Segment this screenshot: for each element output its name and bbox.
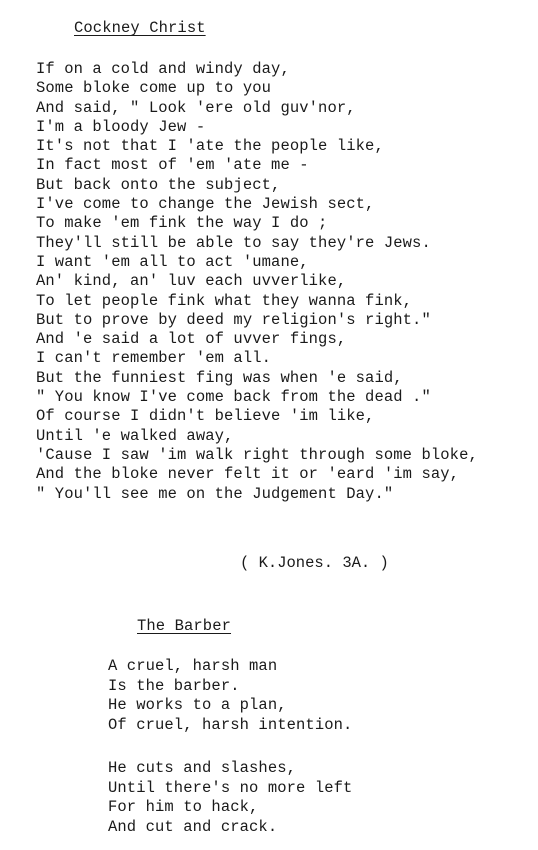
poem-line: 'Cause I saw 'im walk right through some bloke, xyxy=(36,445,478,464)
poem-line: And 'e said a lot of uvver fings, xyxy=(36,330,347,349)
poem-line: Of cruel, harsh intention. xyxy=(108,715,353,734)
poem-line: A cruel, harsh man xyxy=(108,657,278,675)
poem-line: But to prove by deed my religion's right." xyxy=(36,310,431,329)
poem-stanza xyxy=(108,759,352,837)
poem-line: He cuts and slashes, xyxy=(108,759,297,777)
poem-line: To make 'em fink the way I do ; xyxy=(36,214,328,233)
poem-line: But back onto the subject, xyxy=(36,175,281,194)
poem-line: For him to hack, xyxy=(108,798,259,816)
poem-line: They'll still be able to say they're Jews. xyxy=(36,233,431,252)
poem-line: It's not that I 'ate the people like, xyxy=(36,137,384,156)
poem-line: Until 'e walked away, xyxy=(36,426,234,445)
poem-line: I want 'em all to act 'umane, xyxy=(36,252,309,271)
poem-line: He works to a plan, xyxy=(108,696,287,714)
poem-line: In fact most of 'em 'ate me - xyxy=(36,156,309,175)
poem-line: I've come to change the Jewish sect, xyxy=(36,195,375,214)
poem-title-cockney-christ: Cockney Christ xyxy=(74,19,206,37)
poem-line: But the funniest fing was when 'e said, xyxy=(36,368,403,387)
poem-the-barber xyxy=(108,657,352,837)
poem-title-the-barber: The Barber xyxy=(137,617,232,635)
poem-line: " You know I've come back from the dead ." xyxy=(36,388,431,407)
poem-cockney-christ xyxy=(36,60,478,504)
poem-line: And the bloke never felt it or 'eard 'im say, xyxy=(36,465,460,484)
poem-line: Of course I didn't believe 'im like, xyxy=(36,407,375,426)
poem-line: I'm a bloody Jew - xyxy=(36,117,206,136)
poem-line: Is the barber. xyxy=(108,676,240,695)
poem-line: I can't remember 'em all. xyxy=(36,349,272,368)
poem-line: " You'll see me on the Judgement Day." xyxy=(36,484,394,503)
poem-line: Until there's no more left xyxy=(108,778,353,797)
stanza-divider xyxy=(108,735,352,759)
poem-line: To let people fink what they wanna fink, xyxy=(36,291,413,310)
poem-line: And said, " Look 'ere old guv'nor, xyxy=(36,98,356,117)
poem-line: And cut and crack. xyxy=(108,817,278,836)
poem-line: Some bloke come up to you xyxy=(36,79,272,98)
poem-author-credit: ( K.Jones. 3A. ) xyxy=(240,554,389,572)
poem-line: If on a cold and windy day, xyxy=(36,60,290,78)
poem-line: An' kind, an' luv each uvverlike, xyxy=(36,272,347,291)
poem-stanza xyxy=(108,657,352,735)
